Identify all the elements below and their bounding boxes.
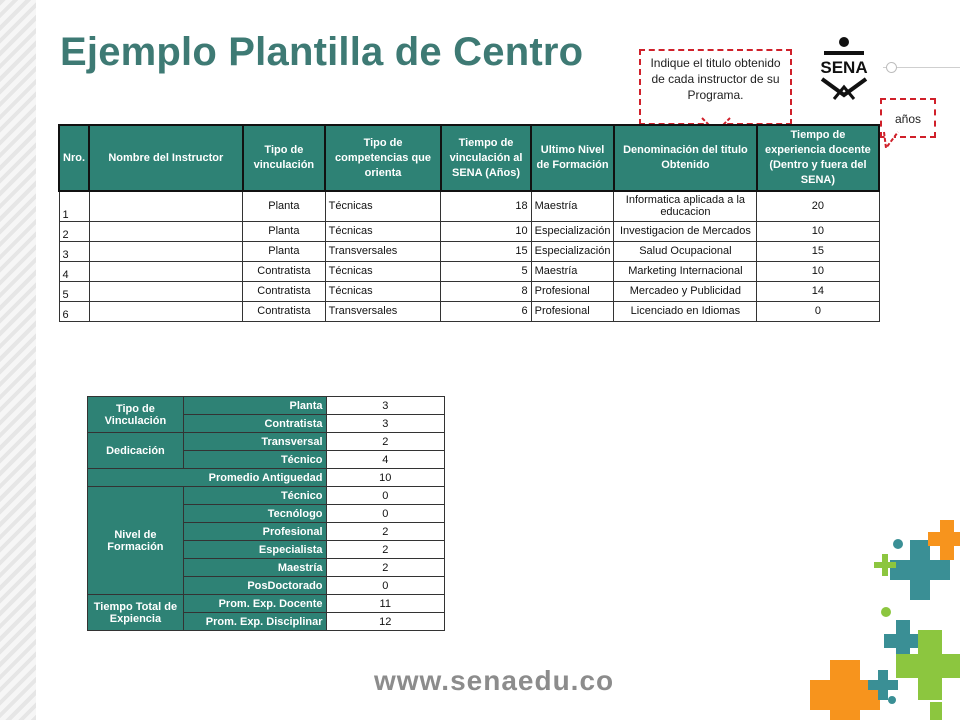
cell-titulo: Mercadeo y Publicidad — [614, 281, 757, 301]
cell-nivel: Profesional — [531, 281, 614, 301]
sena-logo — [806, 35, 882, 103]
cell-tiempo: 15 — [441, 241, 531, 261]
summary-contratista-label: Contratista — [183, 415, 326, 433]
summary-formacion-label: Nivel de Formación — [88, 487, 184, 595]
cell-nro: 3 — [59, 241, 89, 261]
cell-tipo: Planta — [243, 221, 326, 241]
cell-experiencia: 14 — [757, 281, 879, 301]
cell-titulo: Licenciado en Idiomas — [614, 301, 757, 321]
summary-maestria-value: 2 — [326, 559, 444, 577]
logo-text: SENA — [820, 58, 868, 77]
summary-row — [88, 487, 445, 505]
cell-nro: 2 — [59, 221, 89, 241]
cell-titulo: Marketing Internacional — [614, 261, 757, 281]
summary-antiguedad-value: 10 — [326, 469, 444, 487]
cell-nro: 4 — [59, 261, 89, 281]
cell-tipo: Contratista — [243, 281, 326, 301]
header-nombre: Nombre del Instructor — [89, 125, 243, 191]
summary-row — [88, 595, 445, 613]
cell-nombre — [89, 241, 243, 261]
cell-tipo: Planta — [243, 241, 326, 261]
cell-nivel: Especialización — [531, 241, 614, 261]
summary-tiempo-total-label: Tiempo Total de Expiencia — [88, 595, 184, 631]
cell-nombre — [89, 191, 243, 221]
cell-nivel: Especialización — [531, 221, 614, 241]
cell-tiempo: 5 — [441, 261, 531, 281]
cell-nombre — [89, 221, 243, 241]
cell-titulo: Salud Ocupacional — [614, 241, 757, 261]
cell-experiencia: 0 — [757, 301, 879, 321]
summary-tecnologo-label: Tecnólogo — [183, 505, 326, 523]
summary-disciplinar-value: 12 — [326, 613, 444, 631]
summary-posdoctorado-value: 0 — [326, 577, 444, 595]
header-titulo: Denominación del titulo Obtenido — [614, 125, 757, 191]
cell-nombre — [89, 301, 243, 321]
cell-tiempo: 18 — [441, 191, 531, 221]
callout-years-tail — [880, 130, 904, 152]
summary-table — [87, 396, 445, 631]
callout-title-note: Indique el titulo obtenido de cada instructor de su Programa. — [639, 49, 792, 125]
summary-dedicacion-label: Dedicación — [88, 433, 184, 469]
cell-competencias: Transversales — [325, 241, 441, 261]
summary-docente-value: 11 — [326, 595, 444, 613]
summary-vinculacion-label: Tipo de Vinculación — [88, 397, 184, 433]
summary-transversal-label: Transversal — [183, 433, 326, 451]
summary-posdoctorado-label: PosDoctorado — [183, 577, 326, 595]
table-row — [59, 301, 879, 321]
cell-nombre — [89, 261, 243, 281]
cell-tipo: Planta — [243, 191, 326, 221]
table-row — [59, 261, 879, 281]
table-row — [59, 281, 879, 301]
header-tipo-vinculacion: Tipo de vinculación — [243, 125, 326, 191]
cell-nro: 5 — [59, 281, 89, 301]
cell-nombre — [89, 281, 243, 301]
cell-competencias: Técnicas — [325, 281, 441, 301]
header-divider-dot — [886, 62, 897, 73]
header-tipo-competencias: Tipo de competencias que orienta — [325, 125, 441, 191]
footer-url: www.senaedu.co — [374, 665, 615, 696]
cell-experiencia: 10 — [757, 261, 879, 281]
cell-tiempo: 10 — [441, 221, 531, 241]
cell-tiempo: 8 — [441, 281, 531, 301]
cell-nivel: Maestría — [531, 191, 614, 221]
table-header-row — [59, 125, 879, 191]
summary-profesional-label: Profesional — [183, 523, 326, 541]
summary-maestria-label: Maestría — [183, 559, 326, 577]
cell-nivel: Maestría — [531, 261, 614, 281]
cell-experiencia: 10 — [757, 221, 879, 241]
summary-planta-label: Planta — [183, 397, 326, 415]
cell-nivel: Profesional — [531, 301, 614, 321]
summary-antiguedad-label: Promedio Antiguedad — [88, 469, 327, 487]
cell-competencias: Técnicas — [325, 261, 441, 281]
summary-transversal-value: 2 — [326, 433, 444, 451]
cell-tipo: Contratista — [243, 261, 326, 281]
summary-profesional-value: 2 — [326, 523, 444, 541]
callout-years-note: años — [880, 98, 936, 138]
cell-tipo: Contratista — [243, 301, 326, 321]
header-tiempo-vinculacion: Tiempo de vinculación al SENA (Años) — [441, 125, 531, 191]
cell-competencias: Técnicas — [325, 191, 441, 221]
cell-experiencia: 20 — [757, 191, 879, 221]
header-nro: Nro. — [59, 125, 89, 191]
summary-planta-value: 3 — [326, 397, 444, 415]
summary-row — [88, 433, 445, 451]
summary-row — [88, 469, 445, 487]
summary-tecnico-dedicacion-value: 4 — [326, 451, 444, 469]
left-stripe-decoration — [0, 0, 36, 720]
summary-especialista-value: 2 — [326, 541, 444, 559]
cell-tiempo: 6 — [441, 301, 531, 321]
summary-disciplinar-label: Prom. Exp. Disciplinar — [183, 613, 326, 631]
cell-titulo: Informatica aplicada a la educacion — [614, 191, 757, 221]
summary-tecnico-value: 0 — [326, 487, 444, 505]
summary-especialista-label: Especialista — [183, 541, 326, 559]
cell-nro: 6 — [59, 301, 89, 321]
summary-row — [88, 397, 445, 415]
table-row — [59, 191, 879, 221]
summary-docente-label: Prom. Exp. Docente — [183, 595, 326, 613]
cell-competencias: Técnicas — [325, 221, 441, 241]
header-experiencia: Tiempo de experiencia docente (Dentro y fuera del SENA) — [757, 125, 879, 191]
summary-contratista-value: 3 — [326, 415, 444, 433]
plus-pattern-decoration — [800, 520, 960, 720]
cell-experiencia: 15 — [757, 241, 879, 261]
cell-titulo: Investigacion de Mercados — [614, 221, 757, 241]
summary-tecnico-label: Técnico — [183, 487, 326, 505]
header-nivel-formacion: Ultimo Nivel de Formación — [531, 125, 614, 191]
table-row — [59, 241, 879, 261]
page-title: Ejemplo Plantilla de Centro — [60, 30, 584, 74]
summary-tecnico-dedicacion-label: Técnico — [183, 451, 326, 469]
cell-nro: 1 — [59, 191, 89, 221]
instructors-table — [58, 124, 880, 322]
summary-tecnologo-value: 0 — [326, 505, 444, 523]
cell-competencias: Transversales — [325, 301, 441, 321]
table-row — [59, 221, 879, 241]
